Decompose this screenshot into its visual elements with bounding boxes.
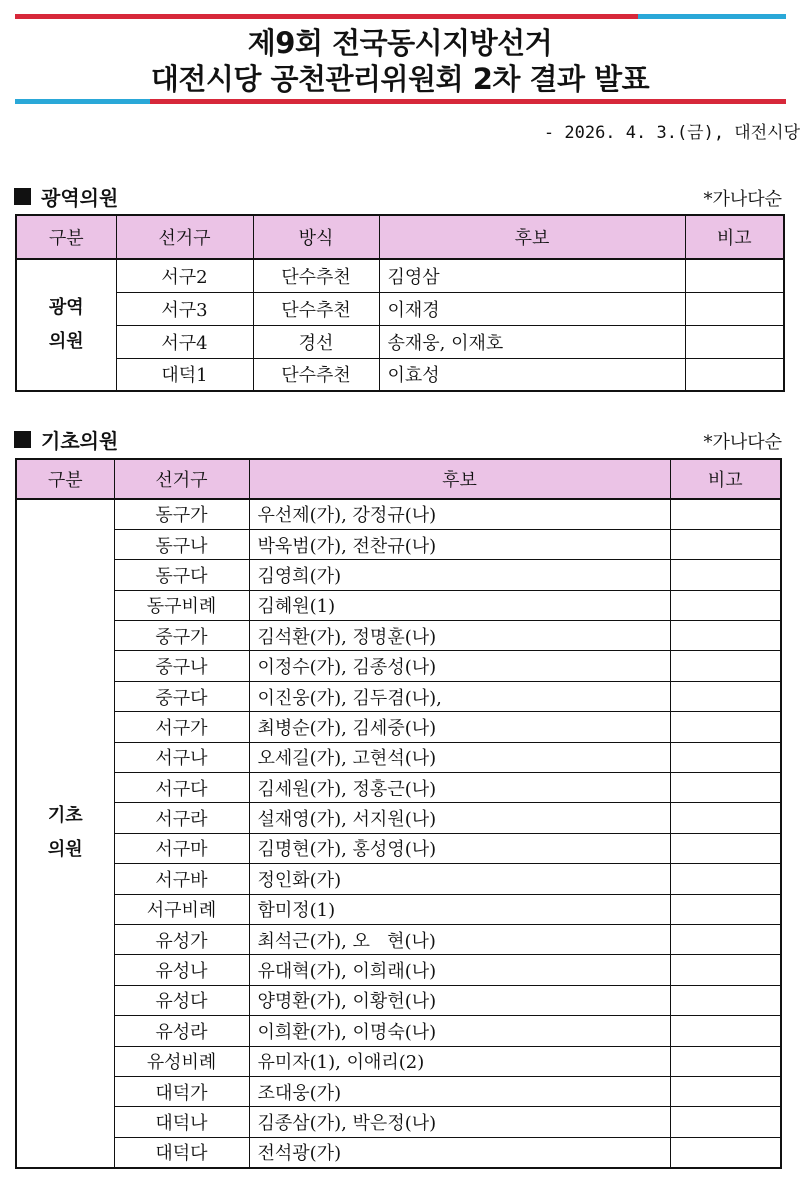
category-label-line1: 기초 [47, 805, 83, 827]
note-cell [670, 1046, 781, 1076]
section2-heading [14, 425, 118, 454]
method-cell: 단수추천 [253, 292, 379, 325]
district-cell: 대덕가 [114, 1076, 249, 1106]
district-cell: 서구다 [114, 773, 249, 803]
table-row [16, 292, 784, 325]
candidates-cell: 이희환(가), 이명숙(나) [249, 1016, 670, 1046]
table-row [16, 529, 781, 559]
district-cell: 중구가 [114, 621, 249, 651]
note-cell [670, 924, 781, 954]
category-cell [16, 259, 116, 391]
table-row [16, 681, 781, 711]
section1-heading [14, 182, 118, 211]
candidates-cell: 정인화(가) [249, 864, 670, 894]
district-cell: 유성다 [114, 985, 249, 1015]
note-cell [670, 833, 781, 863]
candidates-cell: 오세길(가), 고현석(나) [249, 742, 670, 772]
col-header-method: 방식 [253, 215, 379, 259]
district-cell: 유성라 [114, 1016, 249, 1046]
section2-sort-note: *가나다순 [703, 432, 782, 453]
note-cell [670, 681, 781, 711]
table-row [16, 1137, 781, 1167]
district-cell: 유성나 [114, 955, 249, 985]
table-row [16, 1107, 781, 1137]
note-cell [670, 651, 781, 681]
category-label-line2: 의원 [48, 331, 84, 352]
table-row [16, 894, 781, 924]
table-row [16, 1046, 781, 1076]
candidates-cell: 조대웅(가) [249, 1076, 670, 1106]
candidates-cell: 송재웅, 이재호 [379, 325, 685, 358]
section1-title: 광역의원 [41, 186, 119, 210]
table-header-row [16, 459, 781, 499]
table-row [16, 325, 784, 358]
note-cell [685, 292, 784, 325]
note-cell [670, 985, 781, 1015]
table-row [16, 358, 784, 391]
square-bullet-icon [14, 188, 31, 205]
col-header-district: 선거구 [116, 215, 253, 259]
section1-sort-note: *가나다순 [703, 189, 782, 210]
district-cell: 서구라 [114, 803, 249, 833]
note-cell [670, 621, 781, 651]
note-cell [670, 1076, 781, 1106]
district-cell: 유성가 [114, 924, 249, 954]
candidates-cell: 김석환(가), 정명훈(나) [249, 621, 670, 651]
table-row [16, 1076, 781, 1106]
candidates-cell: 김종삼(가), 박은정(나) [249, 1107, 670, 1137]
candidates-cell: 이재경 [379, 292, 685, 325]
note-cell [670, 1107, 781, 1137]
category-label-line2: 의원 [47, 839, 83, 861]
table-row [16, 259, 784, 292]
method-cell: 경선 [253, 325, 379, 358]
candidates-cell: 설재영(가), 서지원(나) [249, 803, 670, 833]
table-row [16, 499, 781, 529]
district-cell: 서구비례 [114, 894, 249, 924]
candidates-cell: 김혜원(1) [249, 590, 670, 620]
table-row [16, 924, 781, 954]
note-cell [670, 773, 781, 803]
district-cell: 서구4 [116, 325, 253, 358]
district-cell: 서구2 [116, 259, 253, 292]
candidates-cell: 김영삼 [379, 259, 685, 292]
candidates-cell: 김영희(가) [249, 560, 670, 590]
page-title-line2: 대전시당 공천관리위원회 2차 결과 발표 [150, 62, 650, 96]
note-cell [670, 894, 781, 924]
district-cell: 대덕1 [116, 358, 253, 391]
header-top-red-bar [15, 14, 638, 19]
district-cell: 동구다 [114, 560, 249, 590]
district-cell: 서구가 [114, 712, 249, 742]
note-cell [670, 712, 781, 742]
district-cell: 대덕다 [114, 1137, 249, 1167]
section2-title: 기초의원 [41, 429, 119, 453]
basic-council-table [15, 458, 782, 1169]
col-header-category: 구분 [16, 215, 116, 259]
candidates-cell: 최병순(가), 김세중(나) [249, 712, 670, 742]
note-cell [670, 560, 781, 590]
district-cell: 중구다 [114, 681, 249, 711]
table-row [16, 1016, 781, 1046]
page-title-line1: 제9회 전국동시지방선거 [247, 26, 553, 60]
table-row [16, 712, 781, 742]
table-row [16, 621, 781, 651]
note-cell [670, 803, 781, 833]
candidates-cell: 함미정(1) [249, 894, 670, 924]
col-header-candidates: 후보 [249, 459, 670, 499]
method-cell: 단수추천 [253, 259, 379, 292]
table-row [16, 651, 781, 681]
district-cell: 동구비례 [114, 590, 249, 620]
district-cell: 대덕나 [114, 1107, 249, 1137]
candidates-cell: 최석근(가), 오 현(나) [249, 924, 670, 954]
note-cell [670, 590, 781, 620]
district-cell: 유성비례 [114, 1046, 249, 1076]
square-bullet-icon [14, 431, 31, 448]
col-header-candidates: 후보 [379, 215, 685, 259]
candidates-cell: 이효성 [379, 358, 685, 391]
metro-council-table [15, 214, 785, 392]
table-row [16, 773, 781, 803]
candidates-cell: 이정수(가), 김종성(나) [249, 651, 670, 681]
table-row [16, 833, 781, 863]
header-bottom-red-bar [150, 99, 786, 104]
header-bottom-blue-bar [15, 99, 150, 104]
col-header-note: 비고 [685, 215, 784, 259]
district-cell: 중구나 [114, 651, 249, 681]
note-cell [670, 864, 781, 894]
candidates-cell: 전석광(가) [249, 1137, 670, 1167]
table-row [16, 742, 781, 772]
table-header-row [16, 215, 784, 259]
note-cell [670, 1137, 781, 1167]
candidates-cell: 김세원(가), 정홍근(나) [249, 773, 670, 803]
category-cell [16, 499, 114, 1168]
table-row [16, 560, 781, 590]
table-row [16, 985, 781, 1015]
district-cell: 동구가 [114, 499, 249, 529]
note-cell [670, 529, 781, 559]
candidates-cell: 이진웅(가), 김두겸(나), [249, 681, 670, 711]
col-header-category: 구분 [16, 459, 114, 499]
category-label-line1: 광역 [48, 297, 84, 318]
table-row [16, 590, 781, 620]
district-cell: 서구나 [114, 742, 249, 772]
candidates-cell: 양명환(가), 이황헌(나) [249, 985, 670, 1015]
candidates-cell: 박욱범(가), 전찬규(나) [249, 529, 670, 559]
district-cell: 서구3 [116, 292, 253, 325]
note-cell [685, 358, 784, 391]
dateline: - 2026. 4. 3.(금), 대전시당 [543, 123, 800, 143]
table-row [16, 803, 781, 833]
candidates-cell: 유대혁(가), 이희래(나) [249, 955, 670, 985]
col-header-note: 비고 [670, 459, 781, 499]
candidates-cell: 우선제(가), 강정규(나) [249, 499, 670, 529]
candidates-cell: 유미자(1), 이애리(2) [249, 1046, 670, 1076]
col-header-district: 선거구 [114, 459, 249, 499]
table-row [16, 955, 781, 985]
note-cell [670, 1016, 781, 1046]
note-cell [670, 742, 781, 772]
note-cell [670, 499, 781, 529]
district-cell: 동구나 [114, 529, 249, 559]
note-cell [685, 325, 784, 358]
table-row [16, 864, 781, 894]
district-cell: 서구바 [114, 864, 249, 894]
method-cell: 단수추천 [253, 358, 379, 391]
note-cell [685, 259, 784, 292]
candidates-cell: 김명현(가), 홍성영(나) [249, 833, 670, 863]
header-top-blue-bar [638, 14, 786, 19]
district-cell: 서구마 [114, 833, 249, 863]
note-cell [670, 955, 781, 985]
